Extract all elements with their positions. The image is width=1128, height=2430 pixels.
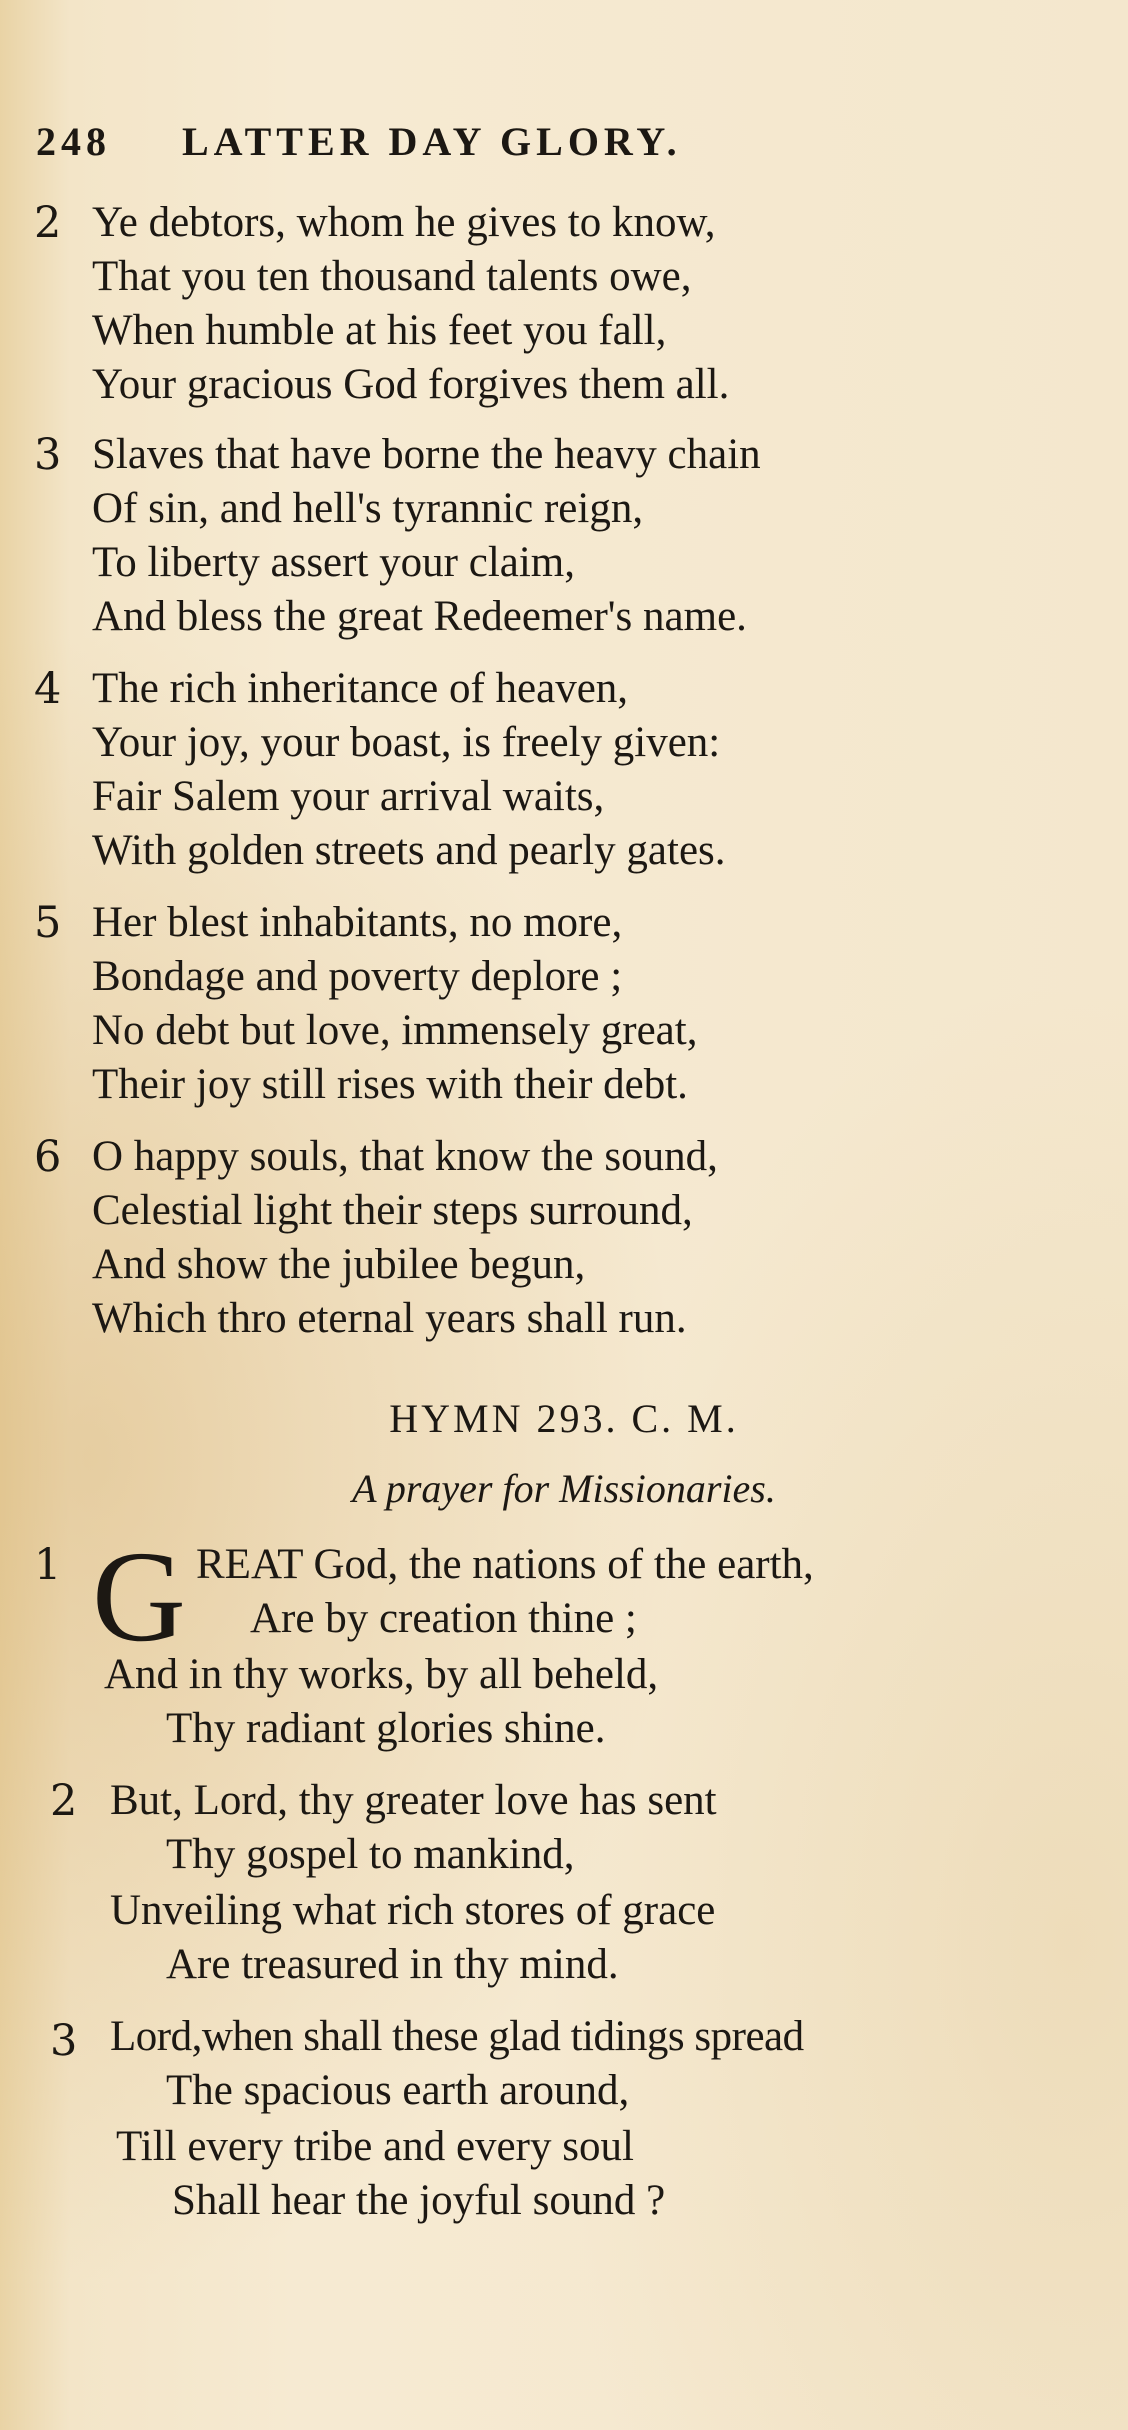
verse-line: When humble at his feet you fall, bbox=[92, 307, 667, 354]
verse-line: The spacious earth around, bbox=[166, 2067, 630, 2114]
page-number: 248 bbox=[36, 119, 111, 164]
verse-line: Their joy still rises with their debt. bbox=[92, 1061, 688, 1108]
verse-number: 3 bbox=[50, 2016, 78, 2066]
verse-line: The rich inheritance of heaven, bbox=[92, 665, 629, 712]
verse-line: But, Lord, thy greater love has sent bbox=[110, 1777, 717, 1824]
verse-line: Of sin, and hell's tyrannic reign, bbox=[92, 485, 644, 532]
hymn-title: HYMN 293. C. M. bbox=[389, 1396, 739, 1441]
verse-line: To liberty assert your claim, bbox=[92, 539, 575, 586]
verse-line: Fair Salem your arrival waits, bbox=[92, 773, 605, 820]
verse-line: REAT God, the nations of the earth, bbox=[196, 1541, 814, 1588]
verse-line: Ye debtors, whom he gives to know, bbox=[92, 199, 716, 246]
verse-number: 4 bbox=[34, 664, 62, 714]
running-title: LATTER DAY GLORY. bbox=[182, 119, 682, 164]
verse-line: Your joy, your boast, is freely given: bbox=[92, 719, 721, 766]
verse-line: Your gracious God forgives them all. bbox=[92, 361, 730, 408]
verse-line: And show the jubilee begun, bbox=[92, 1241, 586, 1288]
verse-line: Lord,when shall these glad tidings spread bbox=[110, 2013, 804, 2060]
verse-number: 3 bbox=[34, 430, 62, 480]
verse-line: Which thro eternal years shall run. bbox=[92, 1295, 687, 1342]
verse-line: Thy gospel to mankind, bbox=[166, 1831, 575, 1878]
hymn-subtitle: A prayer for Missionaries. bbox=[352, 1466, 776, 1511]
verse-line: No debt but love, immensely great, bbox=[92, 1007, 698, 1054]
verse-line: Thy radiant glories shine. bbox=[166, 1705, 606, 1752]
verse-line: Shall hear the joyful sound ? bbox=[172, 2177, 666, 2224]
verse-line: O happy souls, that know the sound, bbox=[92, 1133, 718, 1180]
verse-line: Slaves that have borne the heavy chain bbox=[92, 431, 761, 478]
verse-line: And bless the great Redeemer's name. bbox=[92, 593, 747, 640]
verse-line: Bondage and poverty deplore ; bbox=[92, 953, 623, 1000]
verse-line: Her blest inhabitants, no more, bbox=[92, 899, 623, 946]
verse-line: Till every tribe and every soul bbox=[116, 2123, 634, 2170]
verse-number: 1 bbox=[34, 1540, 62, 1590]
verse-line: Are by creation thine ; bbox=[250, 1595, 637, 1642]
verse-line: Unveiling what rich stores of grace bbox=[110, 1887, 716, 1934]
verse-line: Celestial light their steps surround, bbox=[92, 1187, 693, 1234]
running-header bbox=[36, 118, 682, 165]
verse-number: 2 bbox=[50, 1776, 78, 1826]
verse-line: Are treasured in thy mind. bbox=[166, 1941, 619, 1988]
verse-number: 6 bbox=[34, 1132, 62, 1182]
drop-cap: G bbox=[92, 1525, 186, 1669]
verse-number: 2 bbox=[34, 198, 62, 248]
verse-line: That you ten thousand talents owe, bbox=[92, 253, 692, 300]
verse-number: 5 bbox=[34, 898, 62, 948]
verse-line: With golden streets and pearly gates. bbox=[92, 827, 726, 874]
verse-line: And in thy works, by all beheld, bbox=[104, 1651, 659, 1698]
